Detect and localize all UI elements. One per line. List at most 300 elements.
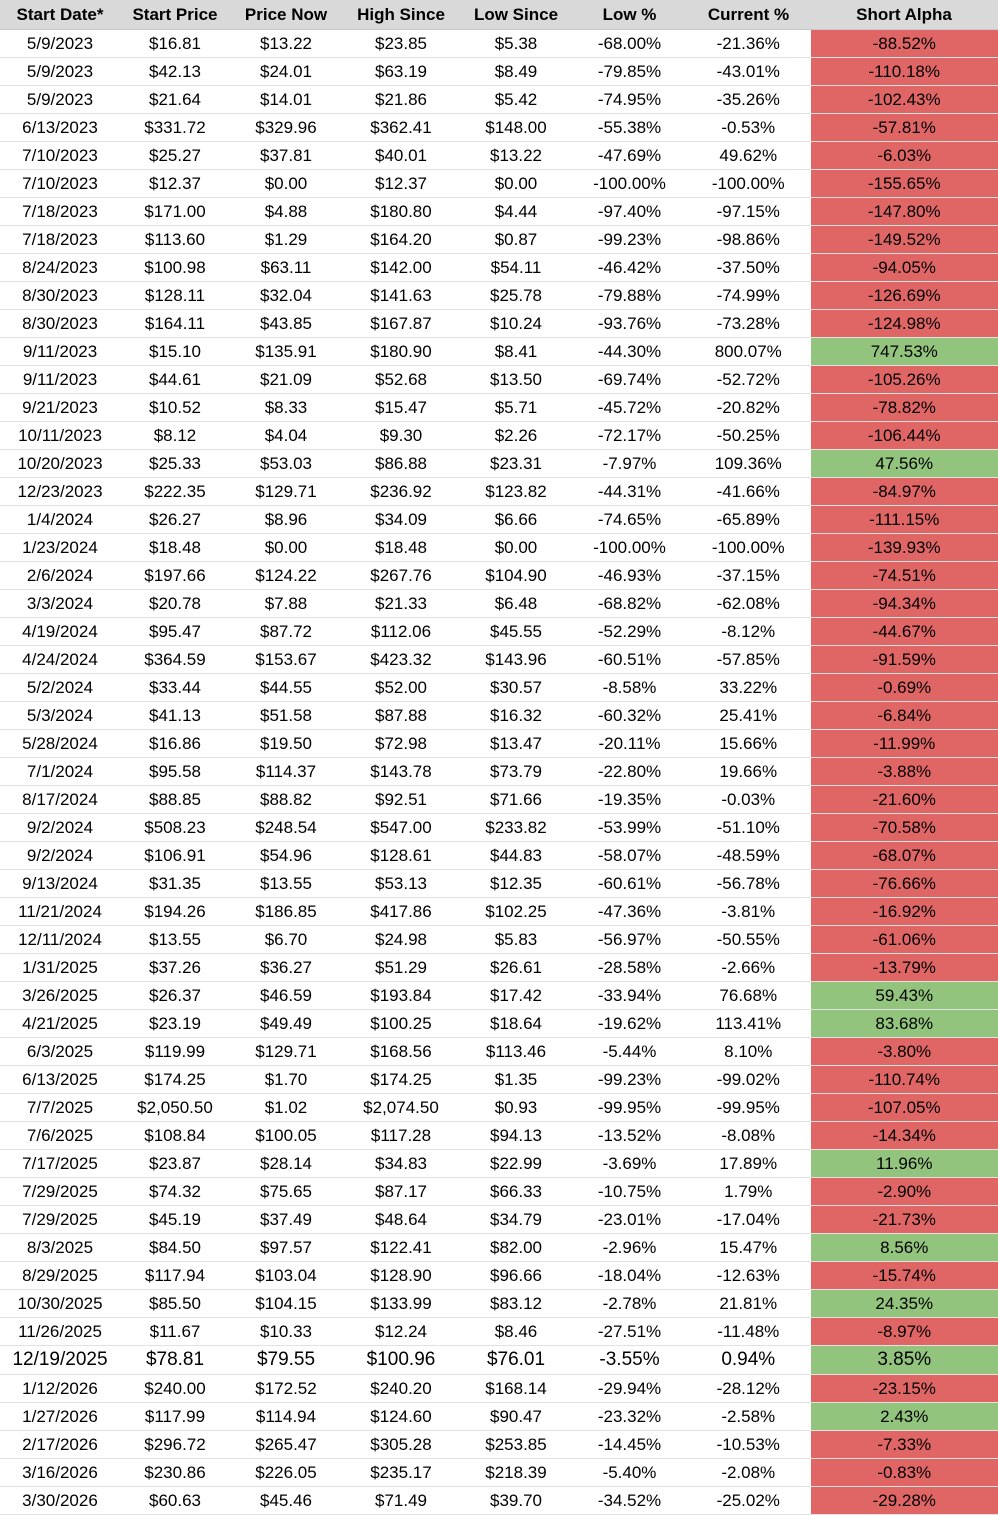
cell-start-price[interactable]: $45.19: [120, 1206, 230, 1234]
cell-start-price[interactable]: $113.60: [120, 226, 230, 254]
cell-low-since[interactable]: $8.49: [460, 58, 572, 86]
cell-current-pct[interactable]: 21.81%: [687, 1290, 810, 1318]
cell-price-now[interactable]: $0.00: [230, 170, 342, 198]
cell-start-price[interactable]: $95.47: [120, 618, 230, 646]
cell-start-price[interactable]: $25.33: [120, 450, 230, 478]
cell-high-since[interactable]: $86.88: [342, 450, 460, 478]
cell-high-since[interactable]: $87.88: [342, 702, 460, 730]
cell-low-since[interactable]: $66.33: [460, 1178, 572, 1206]
cell-short-alpha[interactable]: -155.65%: [810, 170, 998, 198]
cell-high-since[interactable]: $141.63: [342, 282, 460, 310]
cell-short-alpha[interactable]: 747.53%: [810, 338, 998, 366]
cell-current-pct[interactable]: -37.15%: [687, 562, 810, 590]
cell-current-pct[interactable]: -50.55%: [687, 926, 810, 954]
cell-start-date[interactable]: 3/26/2025: [0, 982, 120, 1010]
cell-high-since[interactable]: $21.33: [342, 590, 460, 618]
cell-start-price[interactable]: $10.52: [120, 394, 230, 422]
cell-low-pct[interactable]: -60.51%: [572, 646, 687, 674]
cell-start-price[interactable]: $117.99: [120, 1403, 230, 1431]
cell-low-pct[interactable]: -97.40%: [572, 198, 687, 226]
cell-low-since[interactable]: $16.32: [460, 702, 572, 730]
cell-start-price[interactable]: $78.81: [120, 1346, 230, 1375]
cell-short-alpha[interactable]: -2.90%: [810, 1178, 998, 1206]
cell-current-pct[interactable]: 19.66%: [687, 758, 810, 786]
cell-high-since[interactable]: $24.98: [342, 926, 460, 954]
cell-current-pct[interactable]: 15.47%: [687, 1234, 810, 1262]
cell-low-pct[interactable]: -55.38%: [572, 114, 687, 142]
cell-high-since[interactable]: $417.86: [342, 898, 460, 926]
cell-price-now[interactable]: $10.33: [230, 1318, 342, 1346]
cell-low-pct[interactable]: -23.32%: [572, 1403, 687, 1431]
cell-price-now[interactable]: $6.70: [230, 926, 342, 954]
cell-current-pct[interactable]: -2.66%: [687, 954, 810, 982]
cell-price-now[interactable]: $44.55: [230, 674, 342, 702]
cell-short-alpha[interactable]: -78.82%: [810, 394, 998, 422]
cell-start-price[interactable]: $12.37: [120, 170, 230, 198]
cell-start-price[interactable]: $106.91: [120, 842, 230, 870]
cell-short-alpha[interactable]: -94.05%: [810, 254, 998, 282]
cell-low-since[interactable]: $94.13: [460, 1122, 572, 1150]
cell-low-since[interactable]: $39.70: [460, 1487, 572, 1515]
cell-start-price[interactable]: $16.86: [120, 730, 230, 758]
cell-start-date[interactable]: 2/6/2024: [0, 562, 120, 590]
cell-low-since[interactable]: $73.79: [460, 758, 572, 786]
cell-start-date[interactable]: 4/21/2025: [0, 1010, 120, 1038]
cell-current-pct[interactable]: -2.08%: [687, 1459, 810, 1487]
cell-short-alpha[interactable]: -3.80%: [810, 1038, 998, 1066]
cell-high-since[interactable]: $305.28: [342, 1431, 460, 1459]
cell-high-since[interactable]: $34.83: [342, 1150, 460, 1178]
cell-low-pct[interactable]: -46.42%: [572, 254, 687, 282]
cell-price-now[interactable]: $54.96: [230, 842, 342, 870]
cell-high-since[interactable]: $423.32: [342, 646, 460, 674]
cell-high-since[interactable]: $547.00: [342, 814, 460, 842]
cell-low-pct[interactable]: -5.44%: [572, 1038, 687, 1066]
cell-low-since[interactable]: $104.90: [460, 562, 572, 590]
cell-current-pct[interactable]: 800.07%: [687, 338, 810, 366]
cell-start-date[interactable]: 9/21/2023: [0, 394, 120, 422]
cell-high-since[interactable]: $72.98: [342, 730, 460, 758]
cell-short-alpha[interactable]: -15.74%: [810, 1262, 998, 1290]
cell-short-alpha[interactable]: -126.69%: [810, 282, 998, 310]
cell-current-pct[interactable]: -43.01%: [687, 58, 810, 86]
cell-start-date[interactable]: 9/11/2023: [0, 366, 120, 394]
cell-short-alpha[interactable]: -21.73%: [810, 1206, 998, 1234]
cell-low-since[interactable]: $54.11: [460, 254, 572, 282]
cell-current-pct[interactable]: 17.89%: [687, 1150, 810, 1178]
cell-low-pct[interactable]: -45.72%: [572, 394, 687, 422]
cell-price-now[interactable]: $14.01: [230, 86, 342, 114]
cell-start-price[interactable]: $60.63: [120, 1487, 230, 1515]
cell-short-alpha[interactable]: -84.97%: [810, 478, 998, 506]
cell-start-date[interactable]: 7/18/2023: [0, 198, 120, 226]
cell-current-pct[interactable]: -62.08%: [687, 590, 810, 618]
cell-low-pct[interactable]: -8.58%: [572, 674, 687, 702]
cell-short-alpha[interactable]: -0.83%: [810, 1459, 998, 1487]
cell-low-pct[interactable]: -7.97%: [572, 450, 687, 478]
cell-current-pct[interactable]: -98.86%: [687, 226, 810, 254]
cell-low-since[interactable]: $30.57: [460, 674, 572, 702]
cell-current-pct[interactable]: -0.03%: [687, 786, 810, 814]
cell-start-price[interactable]: $18.48: [120, 534, 230, 562]
cell-start-price[interactable]: $8.12: [120, 422, 230, 450]
cell-current-pct[interactable]: 109.36%: [687, 450, 810, 478]
cell-low-pct[interactable]: -79.85%: [572, 58, 687, 86]
cell-price-now[interactable]: $226.05: [230, 1459, 342, 1487]
cell-price-now[interactable]: $8.96: [230, 506, 342, 534]
cell-high-since[interactable]: $52.00: [342, 674, 460, 702]
cell-low-pct[interactable]: -79.88%: [572, 282, 687, 310]
cell-current-pct[interactable]: -37.50%: [687, 254, 810, 282]
cell-low-pct[interactable]: -72.17%: [572, 422, 687, 450]
cell-start-date[interactable]: 6/13/2025: [0, 1066, 120, 1094]
cell-high-since[interactable]: $128.90: [342, 1262, 460, 1290]
cell-short-alpha[interactable]: -68.07%: [810, 842, 998, 870]
cell-low-pct[interactable]: -74.65%: [572, 506, 687, 534]
cell-low-pct[interactable]: -93.76%: [572, 310, 687, 338]
cell-high-since[interactable]: $180.90: [342, 338, 460, 366]
cell-high-since[interactable]: $122.41: [342, 1234, 460, 1262]
cell-short-alpha[interactable]: -139.93%: [810, 534, 998, 562]
cell-current-pct[interactable]: 33.22%: [687, 674, 810, 702]
cell-low-pct[interactable]: -68.00%: [572, 30, 687, 58]
cell-price-now[interactable]: $265.47: [230, 1431, 342, 1459]
cell-start-price[interactable]: $171.00: [120, 198, 230, 226]
cell-low-since[interactable]: $34.79: [460, 1206, 572, 1234]
cell-price-now[interactable]: $24.01: [230, 58, 342, 86]
cell-current-pct[interactable]: -21.36%: [687, 30, 810, 58]
cell-high-since[interactable]: $193.84: [342, 982, 460, 1010]
cell-low-since[interactable]: $253.85: [460, 1431, 572, 1459]
cell-price-now[interactable]: $19.50: [230, 730, 342, 758]
cell-current-pct[interactable]: 15.66%: [687, 730, 810, 758]
cell-start-price[interactable]: $95.58: [120, 758, 230, 786]
cell-price-now[interactable]: $36.27: [230, 954, 342, 982]
cell-low-since[interactable]: $5.71: [460, 394, 572, 422]
cell-low-pct[interactable]: -44.30%: [572, 338, 687, 366]
cell-start-date[interactable]: 7/1/2024: [0, 758, 120, 786]
cell-high-since[interactable]: $124.60: [342, 1403, 460, 1431]
cell-current-pct[interactable]: 0.94%: [687, 1346, 810, 1375]
cell-price-now[interactable]: $45.46: [230, 1487, 342, 1515]
cell-low-since[interactable]: $22.99: [460, 1150, 572, 1178]
cell-high-since[interactable]: $362.41: [342, 114, 460, 142]
cell-high-since[interactable]: $12.37: [342, 170, 460, 198]
cell-low-pct[interactable]: -68.82%: [572, 590, 687, 618]
cell-low-pct[interactable]: -20.11%: [572, 730, 687, 758]
cell-start-date[interactable]: 1/27/2026: [0, 1403, 120, 1431]
cell-high-since[interactable]: $63.19: [342, 58, 460, 86]
cell-price-now[interactable]: $49.49: [230, 1010, 342, 1038]
cell-start-date[interactable]: 8/30/2023: [0, 282, 120, 310]
cell-high-since[interactable]: $92.51: [342, 786, 460, 814]
cell-short-alpha[interactable]: -13.79%: [810, 954, 998, 982]
cell-high-since[interactable]: $180.80: [342, 198, 460, 226]
cell-start-price[interactable]: $74.32: [120, 1178, 230, 1206]
cell-start-date[interactable]: 4/19/2024: [0, 618, 120, 646]
cell-low-since[interactable]: $0.00: [460, 170, 572, 198]
col-low-since[interactable]: Low Since: [460, 0, 572, 30]
cell-short-alpha[interactable]: 83.68%: [810, 1010, 998, 1038]
cell-start-date[interactable]: 4/24/2024: [0, 646, 120, 674]
cell-start-price[interactable]: $42.13: [120, 58, 230, 86]
cell-low-since[interactable]: $13.50: [460, 366, 572, 394]
cell-low-pct[interactable]: -100.00%: [572, 170, 687, 198]
cell-price-now[interactable]: $129.71: [230, 478, 342, 506]
cell-low-pct[interactable]: -47.69%: [572, 142, 687, 170]
cell-low-since[interactable]: $168.14: [460, 1375, 572, 1403]
cell-current-pct[interactable]: 76.68%: [687, 982, 810, 1010]
cell-low-since[interactable]: $90.47: [460, 1403, 572, 1431]
cell-high-since[interactable]: $71.49: [342, 1487, 460, 1515]
cell-low-pct[interactable]: -47.36%: [572, 898, 687, 926]
cell-start-price[interactable]: $13.55: [120, 926, 230, 954]
cell-start-date[interactable]: 5/28/2024: [0, 730, 120, 758]
cell-start-price[interactable]: $85.50: [120, 1290, 230, 1318]
cell-high-since[interactable]: $40.01: [342, 142, 460, 170]
cell-high-since[interactable]: $12.24: [342, 1318, 460, 1346]
cell-low-since[interactable]: $83.12: [460, 1290, 572, 1318]
cell-price-now[interactable]: $79.55: [230, 1346, 342, 1375]
cell-low-since[interactable]: $23.31: [460, 450, 572, 478]
cell-short-alpha[interactable]: -6.84%: [810, 702, 998, 730]
cell-start-date[interactable]: 12/19/2025: [0, 1346, 120, 1375]
cell-low-since[interactable]: $25.78: [460, 282, 572, 310]
cell-start-price[interactable]: $26.37: [120, 982, 230, 1010]
cell-current-pct[interactable]: -20.82%: [687, 394, 810, 422]
cell-start-date[interactable]: 3/3/2024: [0, 590, 120, 618]
cell-short-alpha[interactable]: 59.43%: [810, 982, 998, 1010]
cell-low-pct[interactable]: -23.01%: [572, 1206, 687, 1234]
cell-price-now[interactable]: $129.71: [230, 1038, 342, 1066]
cell-start-price[interactable]: $11.67: [120, 1318, 230, 1346]
cell-start-price[interactable]: $15.10: [120, 338, 230, 366]
cell-current-pct[interactable]: -50.25%: [687, 422, 810, 450]
cell-start-price[interactable]: $230.86: [120, 1459, 230, 1487]
cell-low-pct[interactable]: -18.04%: [572, 1262, 687, 1290]
cell-start-date[interactable]: 5/9/2023: [0, 30, 120, 58]
cell-start-price[interactable]: $296.72: [120, 1431, 230, 1459]
cell-start-price[interactable]: $23.19: [120, 1010, 230, 1038]
cell-high-since[interactable]: $9.30: [342, 422, 460, 450]
cell-low-pct[interactable]: -60.32%: [572, 702, 687, 730]
cell-current-pct[interactable]: -48.59%: [687, 842, 810, 870]
cell-low-since[interactable]: $218.39: [460, 1459, 572, 1487]
cell-short-alpha[interactable]: 3.85%: [810, 1346, 998, 1375]
cell-low-pct[interactable]: -5.40%: [572, 1459, 687, 1487]
cell-start-price[interactable]: $194.26: [120, 898, 230, 926]
cell-high-since[interactable]: $18.48: [342, 534, 460, 562]
cell-price-now[interactable]: $75.65: [230, 1178, 342, 1206]
cell-high-since[interactable]: $235.17: [342, 1459, 460, 1487]
cell-low-pct[interactable]: -33.94%: [572, 982, 687, 1010]
cell-price-now[interactable]: $135.91: [230, 338, 342, 366]
cell-low-since[interactable]: $44.83: [460, 842, 572, 870]
cell-start-price[interactable]: $331.72: [120, 114, 230, 142]
cell-start-date[interactable]: 6/3/2025: [0, 1038, 120, 1066]
cell-start-date[interactable]: 11/26/2025: [0, 1318, 120, 1346]
cell-high-since[interactable]: $51.29: [342, 954, 460, 982]
cell-start-date[interactable]: 7/10/2023: [0, 142, 120, 170]
cell-price-now[interactable]: $97.57: [230, 1234, 342, 1262]
cell-short-alpha[interactable]: -102.43%: [810, 86, 998, 114]
cell-high-since[interactable]: $87.17: [342, 1178, 460, 1206]
cell-short-alpha[interactable]: -11.99%: [810, 730, 998, 758]
cell-price-now[interactable]: $1.29: [230, 226, 342, 254]
cell-start-date[interactable]: 2/17/2026: [0, 1431, 120, 1459]
cell-price-now[interactable]: $46.59: [230, 982, 342, 1010]
cell-high-since[interactable]: $240.20: [342, 1375, 460, 1403]
cell-price-now[interactable]: $13.22: [230, 30, 342, 58]
cell-low-since[interactable]: $8.41: [460, 338, 572, 366]
cell-price-now[interactable]: $21.09: [230, 366, 342, 394]
cell-low-pct[interactable]: -22.80%: [572, 758, 687, 786]
cell-current-pct[interactable]: -100.00%: [687, 534, 810, 562]
cell-start-price[interactable]: $44.61: [120, 366, 230, 394]
cell-current-pct[interactable]: -65.89%: [687, 506, 810, 534]
cell-start-date[interactable]: 5/3/2024: [0, 702, 120, 730]
cell-price-now[interactable]: $37.81: [230, 142, 342, 170]
cell-short-alpha[interactable]: -74.51%: [810, 562, 998, 590]
cell-short-alpha[interactable]: -105.26%: [810, 366, 998, 394]
cell-high-since[interactable]: $100.25: [342, 1010, 460, 1038]
cell-current-pct[interactable]: -74.99%: [687, 282, 810, 310]
cell-current-pct[interactable]: -99.95%: [687, 1094, 810, 1122]
cell-start-price[interactable]: $508.23: [120, 814, 230, 842]
cell-price-now[interactable]: $37.49: [230, 1206, 342, 1234]
cell-start-price[interactable]: $21.64: [120, 86, 230, 114]
cell-start-price[interactable]: $240.00: [120, 1375, 230, 1403]
cell-low-since[interactable]: $1.35: [460, 1066, 572, 1094]
cell-price-now[interactable]: $51.58: [230, 702, 342, 730]
cell-current-pct[interactable]: 25.41%: [687, 702, 810, 730]
cell-start-price[interactable]: $20.78: [120, 590, 230, 618]
cell-high-since[interactable]: $117.28: [342, 1122, 460, 1150]
cell-low-since[interactable]: $6.66: [460, 506, 572, 534]
cell-start-date[interactable]: 8/29/2025: [0, 1262, 120, 1290]
cell-high-since[interactable]: $128.61: [342, 842, 460, 870]
cell-low-pct[interactable]: -29.94%: [572, 1375, 687, 1403]
cell-start-price[interactable]: $197.66: [120, 562, 230, 590]
cell-price-now[interactable]: $87.72: [230, 618, 342, 646]
cell-price-now[interactable]: $43.85: [230, 310, 342, 338]
cell-current-pct[interactable]: -17.04%: [687, 1206, 810, 1234]
cell-low-pct[interactable]: -13.52%: [572, 1122, 687, 1150]
cell-low-since[interactable]: $4.44: [460, 198, 572, 226]
cell-current-pct[interactable]: -8.08%: [687, 1122, 810, 1150]
cell-low-since[interactable]: $18.64: [460, 1010, 572, 1038]
cell-start-date[interactable]: 3/16/2026: [0, 1459, 120, 1487]
cell-short-alpha[interactable]: -149.52%: [810, 226, 998, 254]
cell-low-pct[interactable]: -44.31%: [572, 478, 687, 506]
cell-short-alpha[interactable]: -91.59%: [810, 646, 998, 674]
cell-start-date[interactable]: 7/10/2023: [0, 170, 120, 198]
cell-low-since[interactable]: $96.66: [460, 1262, 572, 1290]
cell-low-pct[interactable]: -99.95%: [572, 1094, 687, 1122]
cell-current-pct[interactable]: 113.41%: [687, 1010, 810, 1038]
cell-price-now[interactable]: $114.37: [230, 758, 342, 786]
cell-low-since[interactable]: $5.83: [460, 926, 572, 954]
cell-low-pct[interactable]: -74.95%: [572, 86, 687, 114]
cell-current-pct[interactable]: -28.12%: [687, 1375, 810, 1403]
cell-high-since[interactable]: $174.25: [342, 1066, 460, 1094]
cell-current-pct[interactable]: -10.53%: [687, 1431, 810, 1459]
cell-low-pct[interactable]: -2.78%: [572, 1290, 687, 1318]
cell-low-pct[interactable]: -27.51%: [572, 1318, 687, 1346]
cell-low-since[interactable]: $76.01: [460, 1346, 572, 1375]
cell-low-since[interactable]: $143.96: [460, 646, 572, 674]
cell-low-pct[interactable]: -2.96%: [572, 1234, 687, 1262]
cell-start-price[interactable]: $2,050.50: [120, 1094, 230, 1122]
cell-start-price[interactable]: $33.44: [120, 674, 230, 702]
cell-low-since[interactable]: $12.35: [460, 870, 572, 898]
cell-start-price[interactable]: $25.27: [120, 142, 230, 170]
cell-high-since[interactable]: $21.86: [342, 86, 460, 114]
cell-high-since[interactable]: $133.99: [342, 1290, 460, 1318]
cell-price-now[interactable]: $329.96: [230, 114, 342, 142]
cell-price-now[interactable]: $172.52: [230, 1375, 342, 1403]
cell-short-alpha[interactable]: 11.96%: [810, 1150, 998, 1178]
cell-short-alpha[interactable]: -6.03%: [810, 142, 998, 170]
col-high-since[interactable]: High Since: [342, 0, 460, 30]
cell-short-alpha[interactable]: -7.33%: [810, 1431, 998, 1459]
cell-price-now[interactable]: $153.67: [230, 646, 342, 674]
cell-start-date[interactable]: 1/23/2024: [0, 534, 120, 562]
cell-price-now[interactable]: $28.14: [230, 1150, 342, 1178]
cell-high-since[interactable]: $236.92: [342, 478, 460, 506]
col-start-date[interactable]: Start Date*: [0, 0, 120, 30]
cell-price-now[interactable]: $13.55: [230, 870, 342, 898]
col-current-pct[interactable]: Current %: [687, 0, 810, 30]
cell-short-alpha[interactable]: -124.98%: [810, 310, 998, 338]
cell-start-date[interactable]: 12/23/2023: [0, 478, 120, 506]
cell-start-date[interactable]: 8/3/2025: [0, 1234, 120, 1262]
cell-current-pct[interactable]: -52.72%: [687, 366, 810, 394]
cell-short-alpha[interactable]: -44.67%: [810, 618, 998, 646]
cell-low-pct[interactable]: -99.23%: [572, 1066, 687, 1094]
cell-current-pct[interactable]: -25.02%: [687, 1487, 810, 1515]
cell-low-since[interactable]: $6.48: [460, 590, 572, 618]
cell-low-since[interactable]: $233.82: [460, 814, 572, 842]
cell-current-pct[interactable]: -3.81%: [687, 898, 810, 926]
cell-low-pct[interactable]: -14.45%: [572, 1431, 687, 1459]
cell-low-pct[interactable]: -58.07%: [572, 842, 687, 870]
cell-start-date[interactable]: 11/21/2024: [0, 898, 120, 926]
cell-low-pct[interactable]: -34.52%: [572, 1487, 687, 1515]
cell-short-alpha[interactable]: 2.43%: [810, 1403, 998, 1431]
cell-short-alpha[interactable]: -14.34%: [810, 1122, 998, 1150]
cell-high-since[interactable]: $164.20: [342, 226, 460, 254]
cell-start-date[interactable]: 10/30/2025: [0, 1290, 120, 1318]
cell-start-price[interactable]: $128.11: [120, 282, 230, 310]
cell-start-date[interactable]: 8/17/2024: [0, 786, 120, 814]
cell-low-since[interactable]: $13.47: [460, 730, 572, 758]
cell-high-since[interactable]: $100.96: [342, 1346, 460, 1375]
cell-high-since[interactable]: $143.78: [342, 758, 460, 786]
cell-start-date[interactable]: 7/29/2025: [0, 1206, 120, 1234]
cell-short-alpha[interactable]: -61.06%: [810, 926, 998, 954]
cell-high-since[interactable]: $167.87: [342, 310, 460, 338]
cell-short-alpha[interactable]: 8.56%: [810, 1234, 998, 1262]
cell-short-alpha[interactable]: 47.56%: [810, 450, 998, 478]
cell-price-now[interactable]: $4.04: [230, 422, 342, 450]
cell-low-since[interactable]: $17.42: [460, 982, 572, 1010]
cell-current-pct[interactable]: -99.02%: [687, 1066, 810, 1094]
cell-start-date[interactable]: 9/2/2024: [0, 814, 120, 842]
cell-high-since[interactable]: $48.64: [342, 1206, 460, 1234]
cell-price-now[interactable]: $88.82: [230, 786, 342, 814]
cell-short-alpha[interactable]: -107.05%: [810, 1094, 998, 1122]
